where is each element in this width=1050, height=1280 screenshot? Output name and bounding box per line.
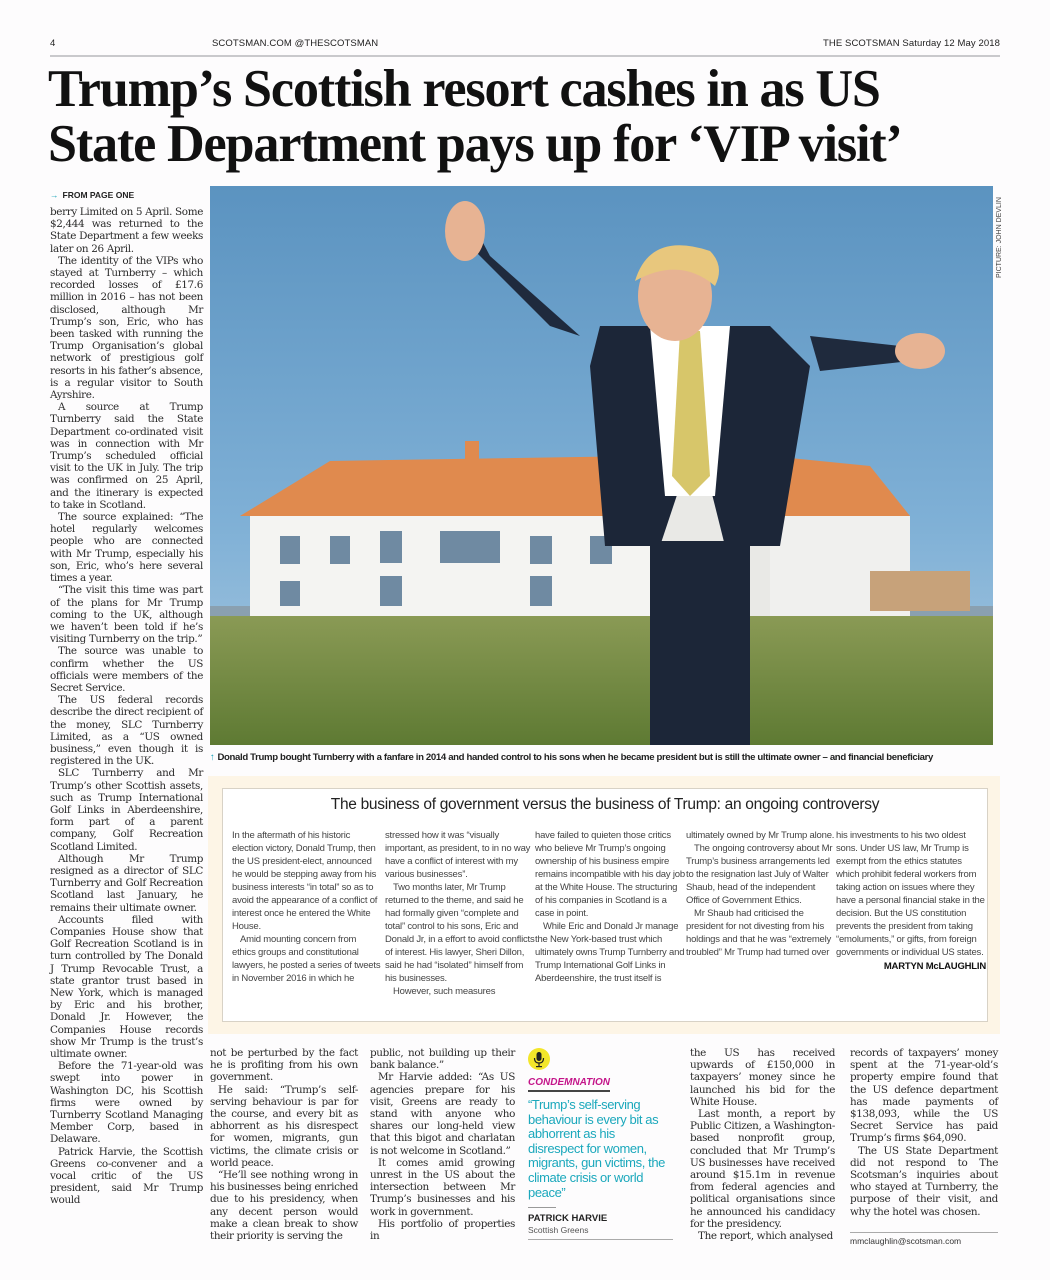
paragraph: The US federal records describe the direct recipient of the money, SLC Turnberry Limited, as a “US owned business,” even though it is registered in the UK. (50, 694, 203, 768)
pull-quote (528, 1048, 673, 1240)
quote-attribution-name: PATRICK HARVIE (528, 1213, 608, 1225)
paragraph: Mr Harvie added: “As US agencies prepare for his visit, Greens are ready to stand with anyone who shares our long-held view that this bigot and charlatan is not welcome in Scotland.” (370, 1071, 515, 1157)
page-number: 4 (50, 38, 56, 49)
panel-column-2 (385, 829, 535, 998)
microphone-icon (528, 1048, 550, 1070)
paragraph: Last month, a report by Public Citizen, a Washington-based nonprofit group, concluded that Mr Trump’s US businesses have received around $15.1m in revenue from federal agencies and political organisations since he announced his candidacy for the presidency. (690, 1108, 835, 1230)
site-handle: SCOTSMAN.COM @THESCOTSMAN (212, 38, 379, 49)
panel-paragraph: In the aftermath of his historic election victory, Donald Trump, then the US president-elect, announced he would be stepping away from his business interests “in total” so as to avoid the appearance of a conflict of interest once he entered the White House. (232, 830, 378, 932)
panel-paragraph: stressed how it was “visually important, as president, to in no way have a conflict of interest with my various businesses”. (385, 830, 531, 880)
quote-divider (528, 1207, 556, 1208)
paragraph: The report, which analysed (698, 1230, 833, 1243)
paragraph: Before the 71-year-old was swept into power in Washington DC, his Scottish firms were owned by Turnberry Scotland Managing Member Corp, based in Delaware. (50, 1060, 203, 1146)
panel-column-5 (836, 829, 986, 973)
panel-paragraph: ultimately owned by Mr Trump alone. (686, 830, 835, 841)
panel-column-1 (232, 829, 382, 985)
panel-paragraph: However, such measures (393, 986, 496, 997)
paragraph: Accounts filed with Companies House show that Golf Recreation Scotland is in turn controlled by The Donald J Trump Revocable Trust, a state grantor trust based in New York, which is managed by Eric and his brother, Donald Jr. However, the Companies House records show Mr Trump is the trust’s ultimate owner. (50, 913, 203, 1061)
paragraph: The source was unable to confirm whether the US officials were members of the Secret Service. (50, 645, 203, 694)
paragraph: “The visit this time was part of the plans for Mr Trump coming to the UK, although we haven’t been told if he’s visiting Turnberry on the trip.” (50, 584, 203, 646)
photo-credit: PICTURE: JOHN DEVLIN (996, 197, 1003, 278)
panel-column-4 (686, 829, 836, 959)
from-page-one-tag (50, 190, 134, 200)
panel-paragraph: While Eric and Donald Jr manage the New York-based trust which ultimately owns Trump Turnberry and Trump International Golf Links in Aberdeenshire, the trust itself is (535, 921, 685, 984)
paragraph: His portfolio of properties in (370, 1217, 515, 1243)
paragraph: records of taxpayers’ money spent at the 71-year-old’s property empire found that the US defence department has made payments of $138,093, while the US Secret Service has paid Trump’s firms $64,090. (850, 1047, 998, 1145)
article-column-4 (690, 1047, 835, 1242)
from-page-label: FROM PAGE ONE (62, 190, 135, 200)
panel-paragraph: The ongoing controversy about Mr Trump’s business arrangements led to the resignation last July of Walter Shaub, head of the independent Office of Government Ethics. (686, 843, 833, 906)
panel-byline: MARTYN McLAUGHLIN (883, 961, 986, 972)
paper-date: THE SCOTSMAN Saturday 12 May 2018 (822, 38, 1000, 49)
paragraph: Patrick Harvie, the Scottish Greens co-convener and a vocal critic of the US president, said Mr Trump would (50, 1145, 203, 1207)
paragraph: Although Mr Trump resigned as a director of SLC Turnberry and Golf Recreation Scotland last January, he remains their ultimate owner. (50, 852, 203, 914)
panel-paragraph: his investments to his two oldest sons. Under US law, Mr Trump is exempt from the ethics statutes which prohibit federal workers from taking action on issues where they have a personal financial stake in the decision. But the US constitution prevents the president from taking “emoluments,” or gifts, from foreign governments or individual US states. (836, 830, 985, 958)
paragraph: public, not building up their bank balance.” (370, 1047, 515, 1072)
caption-text: Donald Trump bought Turnberry with a fanfare in 2014 and handed control to his sons when he became president but is still the ultimate owner – and financial beneficiary (217, 752, 934, 763)
panel-paragraph: have failed to quieten those critics who believe Mr Trump’s ongoing ownership of his business empire remains incompatible with his day job at the White House. The structuring of his companies in Scotland is a case in point. (535, 830, 685, 919)
author-email-link[interactable]: mmclaughlin@scotsman.com (850, 1236, 962, 1246)
quote-attribution-org: Scottish Greens (528, 1225, 673, 1240)
paragraph: The US State Department did not respond to The Scotsman’s inquiries about who stayed at Turnberry, the purpose of their visit, and why the hotel was chosen. (850, 1144, 998, 1218)
panel-paragraph: Amid mounting concern from ethics groups and constitutional lawyers, he posted a series of tweets in November 2016 in which he (232, 934, 381, 984)
panel-paragraph: Two months later, Mr Trump returned to the theme, and said he had formally given “complete and total” control to his sons, Eric and Donald Jr, in a effort to avoid conflicts of interest. His lawyer, Sheri Dillon, said he had “isolated” himself from his businesses. (385, 882, 535, 984)
paragraph: not be perturbed by the fact he is profiting from his own government. (210, 1047, 358, 1084)
article-column-5 (850, 1047, 998, 1218)
email-divider (850, 1232, 998, 1233)
panel-title: The business of government versus the business of Trump: an ongoing controversy (330, 796, 880, 813)
paragraph: berry Limited on 5 April. Some $2,444 was returned to the State Department a few weeks later on 26 April. (50, 206, 204, 255)
paragraph: The source explained: “The hotel regularly welcomes people who are connected with Mr Trump, especially his son, Eric, who’s here several times a year. (50, 511, 203, 585)
top-rule (50, 55, 1000, 57)
quote-kicker: CONDEMNATION (528, 1077, 610, 1092)
article-column-3 (370, 1047, 515, 1242)
headline-line-1: Trump’s Scottish resort cashes in as US (48, 60, 880, 118)
paragraph: A source at Trump Turnberry said the State Department co-ordinated visit was in connection with Mr Trump’s scheduled official visit to the UK in July. The trip was confirmed on 25 April, and the itinerary is expected to take in Scotland. (50, 401, 203, 511)
paragraph: the US has received upwards of £150,000 in taxpayers’ money since he launched his bid for the White House. (690, 1047, 835, 1108)
arrow-right-icon: → (50, 190, 59, 200)
article-column-2 (210, 1047, 358, 1242)
lead-photo (210, 186, 993, 745)
paragraph: “He’ll see nothing wrong in his businesses being enriched due to his presidency, when any decent person would make a clean break to show their priority is serving the (210, 1169, 359, 1243)
panel-column-3 (535, 829, 685, 985)
headline (48, 62, 994, 172)
panel-paragraph: Mr Shaub had criticised the president for not divesting from his holdings and that he was “extremely troubled” Mr Trump had turned over (686, 908, 832, 958)
arrow-up-icon: ↑ (210, 752, 215, 763)
article-column-1 (50, 206, 203, 1207)
photo-caption (210, 752, 1000, 763)
quote-text: “Trump’s self-serving behaviour is every bit as abhorrent as his disrespect for women, migrants, gun victims, the climate crisis or world peace” (528, 1097, 665, 1200)
headline-line-2: State Department pays up for ‘VIP visit’ (48, 115, 902, 173)
paragraph: He said: “Trump’s self-serving behaviour is par for the course, and every bit as abhorrent as his disrespect for women, migrants, gun victims, the climate crisis or world peace. (210, 1083, 358, 1169)
paragraph: The identity of the VIPs who stayed at Turnberry – which recorded losses of £17.6 million in 2016 – has not been disclosed, although Mr Trump’s son, Eric, who has been tasked with running the Trump Organisation’s global network of prestigious golf resorts in his father’s absence, is a regular visitor to South Ayrshire. (50, 254, 203, 402)
photo-illustration (210, 186, 993, 745)
grass (210, 616, 993, 745)
paragraph: It comes amid growing unrest in the US about the intersection between Mr Trump’s businesses and his work in government. (370, 1156, 515, 1218)
paragraph: SLC Turnberry and Mr Trump’s other Scottish assets, such as Trump International Golf Links in Aberdeenshire, form part of a parent company, Golf Recreation Scotland Limited. (50, 767, 203, 853)
